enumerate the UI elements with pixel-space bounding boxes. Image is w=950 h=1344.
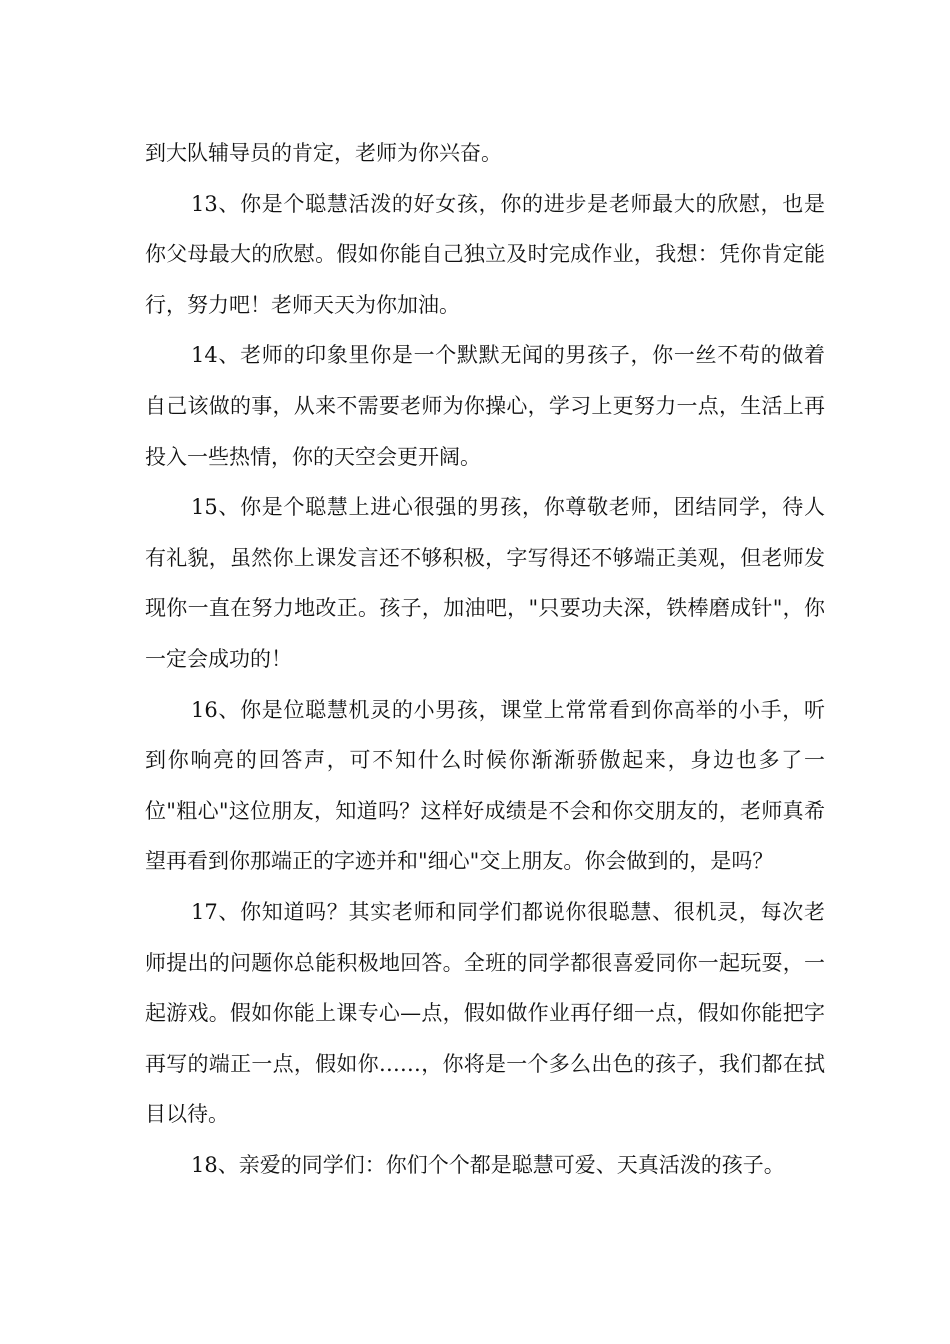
paragraph-comment-13: 13、你是个聪慧活泼的好女孩，你的进步是老师最大的欣慰，也是你父母最大的欣慰。假如你能自己独立及时完成作业，我想：凭你肯定能行，努力吧！老师天天为你加油。 [145, 191, 825, 317]
document-body [145, 128, 825, 1190]
paragraph-comment-16: 16、你是位聪慧机灵的小男孩，课堂上常常看到你高举的小手，听到你响亮的回答声，可不知什么时候你渐渐骄傲起来，身边也多了一位"粗心"这位朋友，知道吗？这样好成绩是不会和你交朋友的，老师真希望再看到你那端正的字迹并和"细心"交上朋友。你会做到的，是吗？ [145, 697, 825, 874]
paragraph-comment-15: 15、你是个聪慧上进心很强的男孩，你尊敬老师，团结同学，待人有礼貌，虽然你上课发言还不够积极，字写得还不够端正美观，但老师发现你一直在努力地改正。孩子，加油吧，"只要功夫深，铁棒磨成针"，你一定会成功的！ [145, 495, 825, 671]
paragraph-comment-14: 14、老师的印象里你是一个默默无闻的男孩子，你一丝不苟的做着自己该做的事，从来不需要老师为你操心，学习上更努力一点，生活上再投入一些热情，你的天空会更开阔。 [145, 343, 825, 469]
paragraph-comment-17: 17、你知道吗？其实老师和同学们都说你很聪慧、很机灵，每次老师提出的问题你总能积极地回答。全班的同学都很喜爱同你一起玩耍，一起游戏。假如你能上课专心—点，假如做作业再仔细一点，假如你能把字再写的端正一点，假如你……，你将是一个多么出色的孩子，我们都在拭目以待。 [145, 899, 825, 1127]
paragraph-continuation: 到大队辅导员的肯定，老师为你兴奋。 [145, 141, 502, 165]
paragraph-comment-18: 18、亲爱的同学们：你们个个都是聪慧可爱、天真活泼的孩子。 [191, 1152, 785, 1177]
